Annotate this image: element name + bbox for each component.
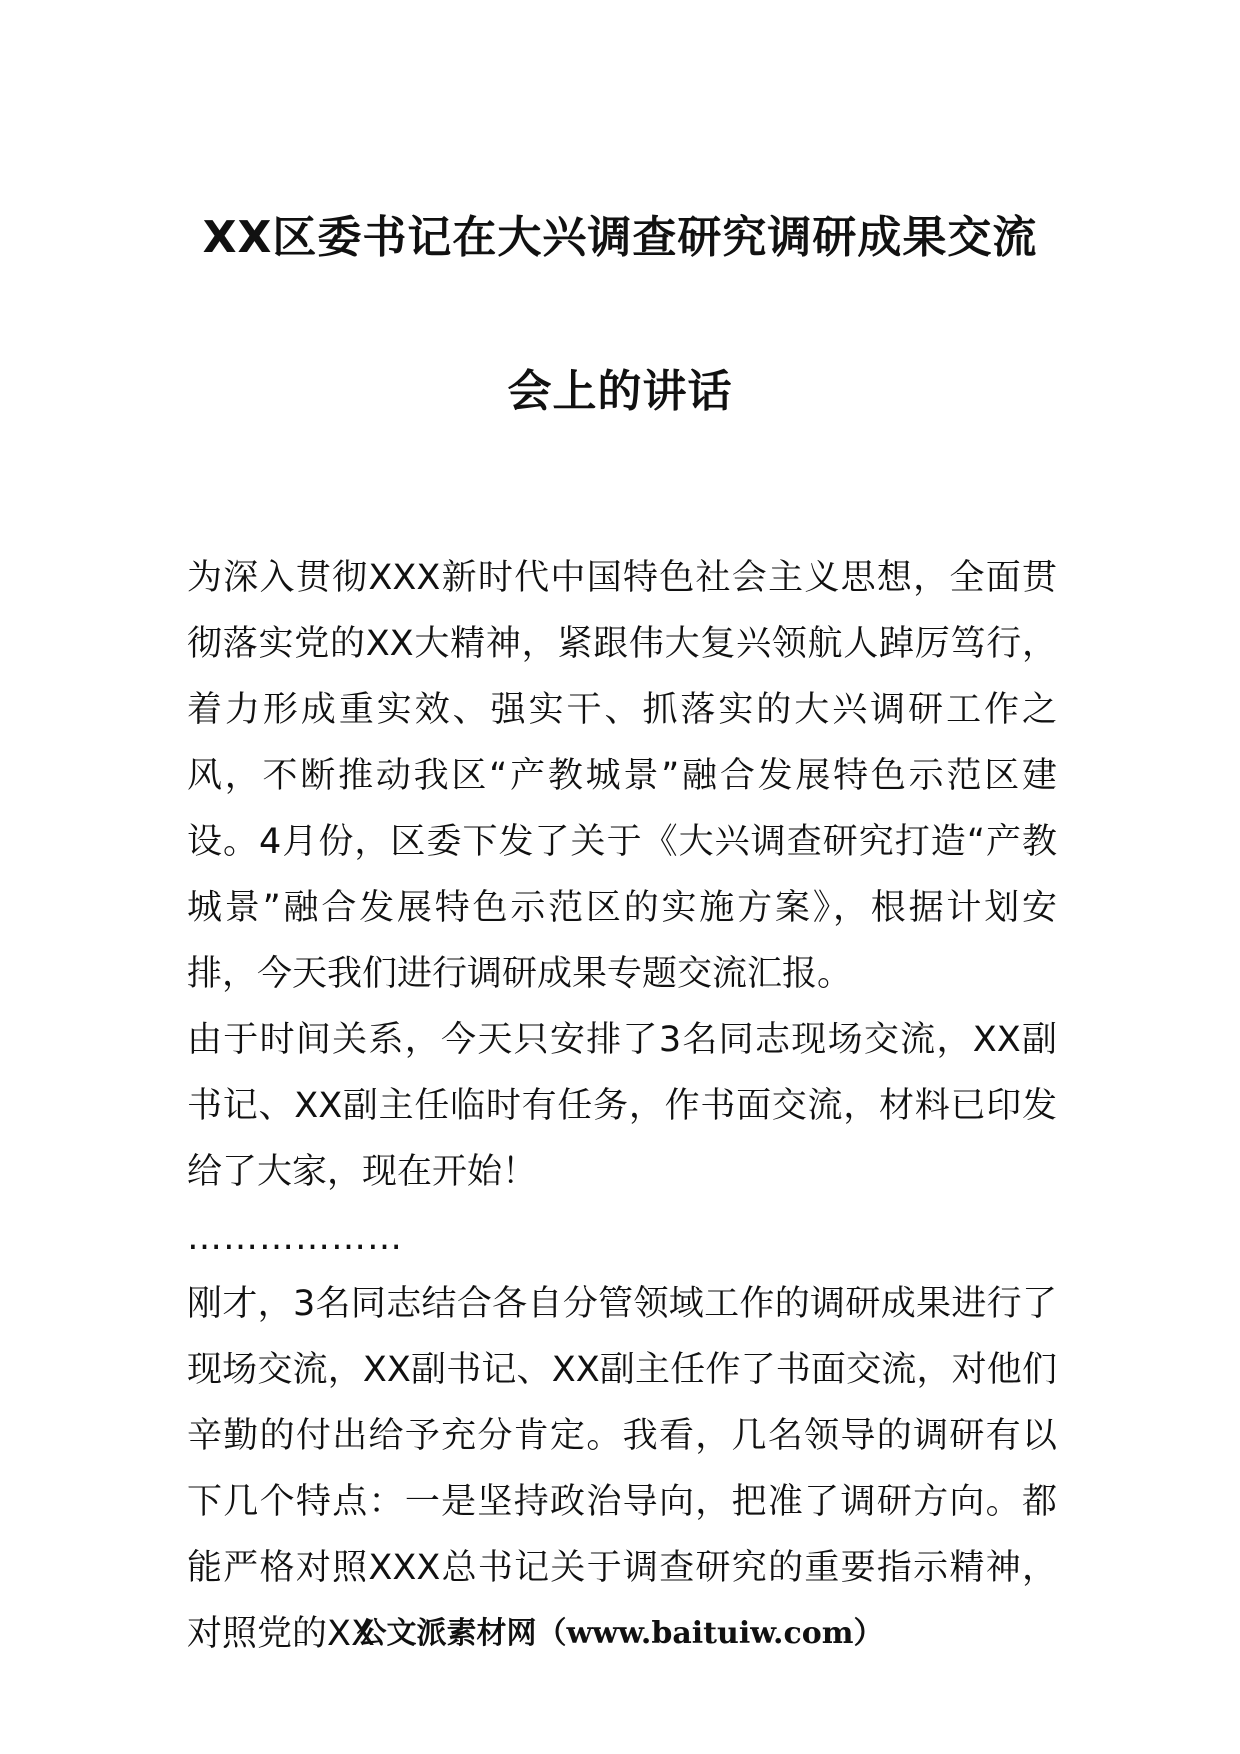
paragraph-summary: 刚才，3名同志结合各自分管领域工作的调研成果进行了现场交流，XX副书记、XX副主任作了书面交流，对他们辛勤的付出给予充分肯定。我看，几名领导的调研有以下几个特点：一是坚持政治导向，把准了调研方向。都能严格对照XXX总书记关于调查研究的重要指示精神，对照党的XX (187, 1284, 1057, 1654)
document-body (187, 545, 1057, 1667)
document-title-line-1: XX区委书记在大兴调查研究调研成果交流 (202, 212, 1038, 263)
footer-watermark: 公文派素材网（www.baituiw.com） (356, 1616, 884, 1651)
paragraph-ellipsis: ……………… (187, 1218, 403, 1258)
document-title-line-2: 会上的讲话 (507, 366, 733, 417)
paragraph-intro: 为深入贯彻XXX新时代中国特色社会主义思想，全面贯彻落实党的XX大精神，紧跟伟大复兴领航人踔厉笃行，着力形成重实效、强实干、抓落实的大兴调研工作之风，不断推动我区“产教城景”融合发展特色示范区建设。4月份，区委下发了关于《大兴调查研究打造“产教城景”融合发展特色示范区的实施方案》，根据计划安排，今天我们进行调研成果专题交流汇报。 (187, 558, 1057, 994)
paragraph-arrangement: 由于时间关系，今天只安排了3名同志现场交流，XX副书记、XX副主任临时有任务，作书面交流，材料已印发给了大家，现在开始！ (187, 1020, 1057, 1192)
